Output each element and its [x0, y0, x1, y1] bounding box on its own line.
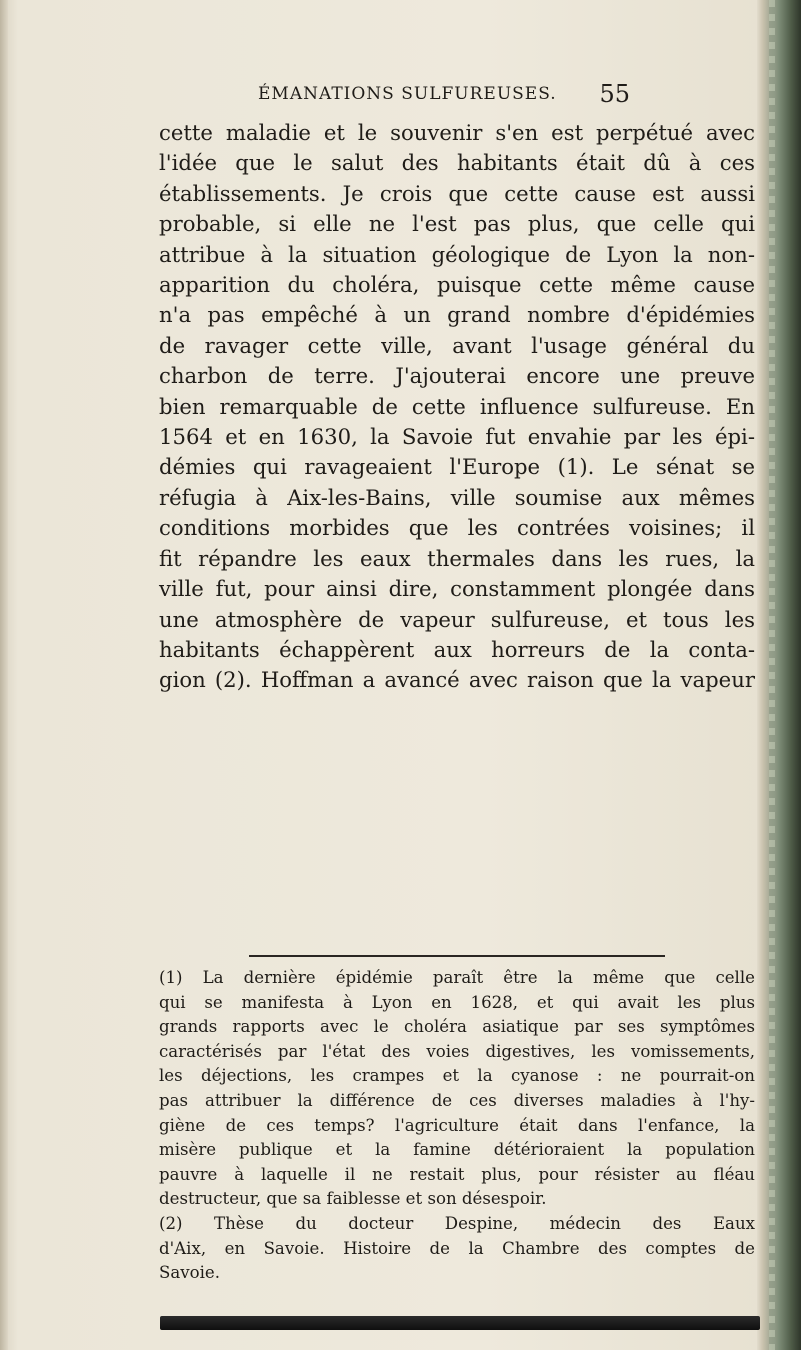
text-line: apparition du choléra, puisque cette même cause — [159, 272, 755, 298]
text-line: habitants échappèrent aux horreurs de la conta- — [159, 636, 755, 662]
text-line: conditions morbides que les contrées voisines; il — [159, 515, 755, 541]
text-line: attribue à la situation géologique de Lyon la non- — [159, 241, 755, 267]
text-line: démies qui ravageaient l'Europe (1). Le sénat se — [159, 454, 755, 480]
footnote-line: qui se manifesta à Lyon en 1628, et qui avait les plus — [159, 992, 755, 1012]
text-line: n'a pas empêché à un grand nombre d'épidémies — [159, 302, 755, 328]
footnote-separator-rule — [249, 955, 665, 957]
footnote-line: misère publique et la famine détérioraient la population — [159, 1140, 755, 1160]
footnote-line: pauvre à laquelle il ne restait plus, pour résister au fléau — [159, 1164, 755, 1184]
footnote-line: grands rapports avec le choléra asiatique par ses symptômes — [159, 1017, 755, 1037]
running-head: ÉMANATIONS SULFUREUSES. — [258, 84, 557, 104]
text-line: bien remarquable de cette influence sulfureuse. En — [159, 393, 755, 419]
text-line: gion (2). Hoffman a avancé avec raison que la vapeur — [159, 667, 755, 693]
spine-stripe — [769, 0, 775, 1350]
text-line: cette maladie et le souvenir s'en est perpétué avec — [159, 120, 755, 145]
text-line: réfugia à Aix-les-Bains, ville soumise aux mêmes — [159, 484, 755, 510]
scan-bottom-shadow — [160, 1316, 760, 1330]
page-number: 55 — [599, 80, 630, 108]
text-line: fit répandre les eaux thermales dans les rues, la — [159, 545, 755, 571]
text-line: ville fut, pour ainsi dire, constamment plongée dans — [159, 576, 755, 602]
footnote-line: giène de ces temps? l'agriculture était dans l'enfance, la — [159, 1115, 755, 1135]
footnote-line: Savoie. — [159, 1263, 221, 1283]
text-line: une atmosphère de vapeur sulfureuse, et tous les — [159, 606, 755, 632]
book-spine-edge — [757, 0, 801, 1350]
text-line: de ravager cette ville, avant l'usage général du — [159, 332, 755, 358]
text-line: établissements. Je crois que cette cause est aussi — [159, 180, 755, 206]
footnote-line: (2) Thèse du docteur Despine, médecin des Eaux — [159, 1213, 755, 1233]
footnotes — [159, 966, 755, 1286]
page-header — [258, 80, 630, 110]
text-line: probable, si elle ne l'est pas plus, que celle qui — [159, 211, 755, 237]
footnote-line: d'Aix, en Savoie. Histoire de la Chambre des comptes de — [159, 1238, 755, 1258]
footnote-line: les déjections, les crampes et la cyanose : ne pourrait-on — [159, 1066, 755, 1086]
main-text — [159, 118, 755, 696]
text-line: charbon de terre. J'ajouterai encore une preuve — [159, 363, 755, 389]
page-left-edge — [0, 0, 8, 1350]
footnote-line: pas attribuer la différence de ces diverses maladies à l'hy- — [159, 1090, 755, 1110]
text-line: 1564 et en 1630, la Savoie fut envahie par les épi- — [159, 424, 755, 450]
footnote-line: caractérisés par l'état des voies digestives, les vomissements, — [159, 1041, 755, 1061]
footnote-line: (1) La dernière épidémie paraît être la même que celle — [159, 968, 755, 987]
footnote-line: destructeur, que sa faiblesse et son désespoir. — [159, 1189, 547, 1209]
text-line: l'idée que le salut des habitants était dû à ces — [159, 150, 755, 176]
